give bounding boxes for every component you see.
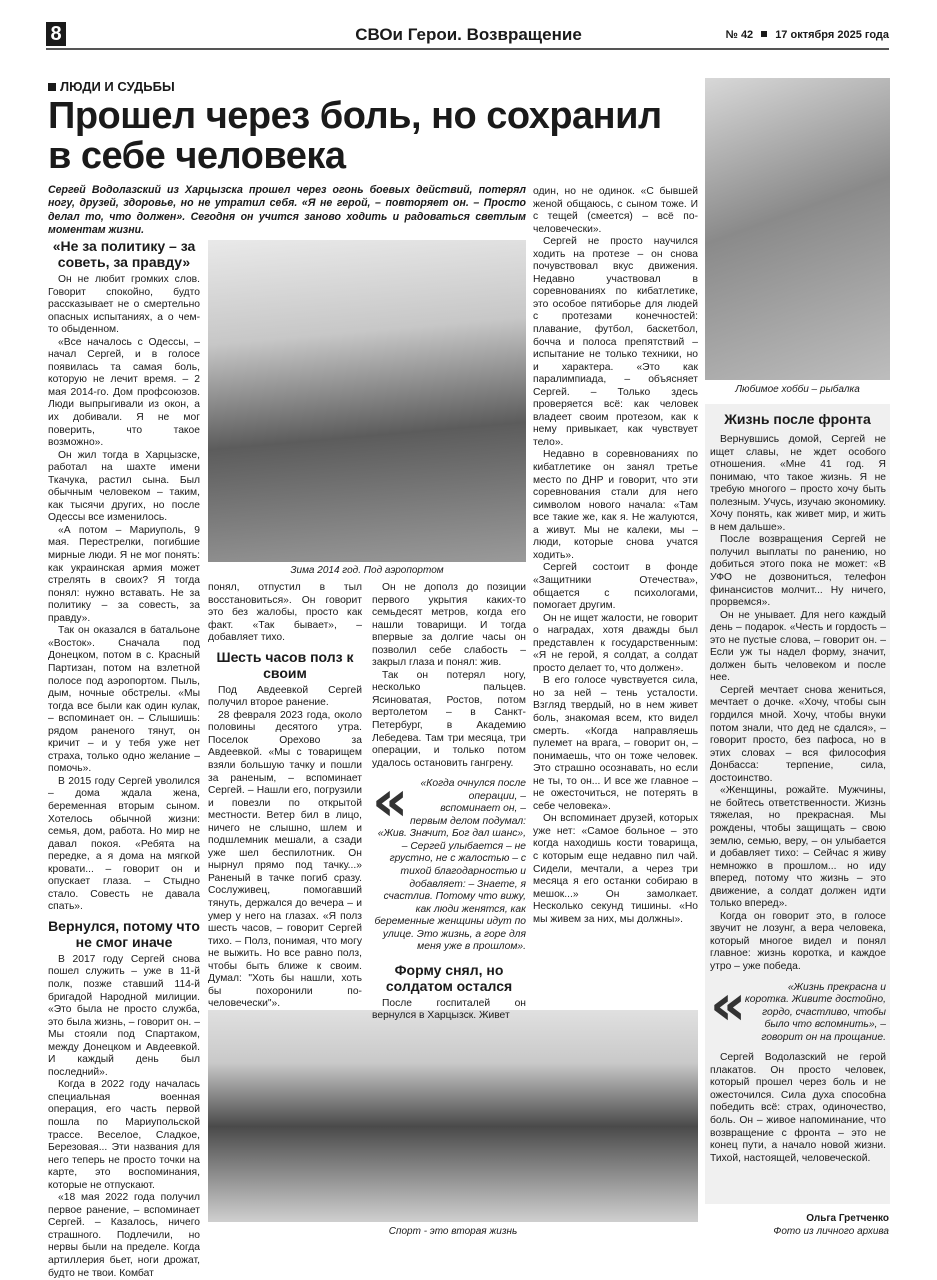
issue-date: 17 октября 2025 года — [775, 29, 889, 41]
subheading: «Не за политику – за советь, за правду» — [52, 238, 196, 270]
paragraph: Он не унывает. Для него каждый день – подарок. «Честь и гордость – это не пустые слова, – говорит он. – Если уж ты надел форму, значит, должен быть человеком и после нее. — [710, 609, 886, 684]
paragraph: Так он оказался в батальоне «Восток». Сначала под Донецком, потом в с. Красный Партизан, потом на взлетной полосе под аэропортом. Пыль, дым, ночные обстрелы. «Мы тогда все были как один кулак, – вспоминает он. – Слышишь: рядом раненого тянут, он кричит – и у тебя уже нет страха, только одно желание – помочь». — [48, 625, 200, 775]
paragraph: В 2015 году Сергей уволился – дома ждала жена, беременная вторым сыном. Хотелось обычной жизни: семья, дом, работа. Но мир не давал покоя. «Ребята на передке, а я дома на мягкой кровати... – говорит он и опускает глаза. – Стыдно стало. Совесть не давала спать». — [48, 775, 200, 913]
paragraph: Так он потерял ногу, несколько пальцев. Ясиноватая, Ростов, потом вертолетом – в Санкт-Петербург, в Академию Лебедева. Там три месяца, три операции, и только потом удалось остановить гангрену. — [372, 669, 526, 769]
rubric-square-icon — [48, 83, 56, 91]
paragraph: Сергей мечтает снова жениться, мечтает о дочке. «Хочу, чтобы сын гордился мной. Хочу, чтобы внуки потом знали, что дед не сдался», – говорит просто, без пафоса, но в этих словах – вся философия Донбасса: терпение, сила, достоинство. — [710, 684, 886, 784]
paragraph: понял, отпустил в тыл восстановиться». Он говорит это без жалобы, просто как факт. «Так бывает», – добавляет тихо. — [208, 582, 362, 644]
headline: Прошел через боль, но сохранил в себе человека — [48, 95, 662, 177]
paragraph: Когда он говорит это, в голосе звучит не лозунг, а вера человека, который многое видел и понял главное: жизнь коротка, и каждое утро – уже победа. — [710, 910, 886, 972]
paragraph: Сергей Водолазский не герой плакатов. Он просто человек, который прошел через боль и не ожесточился. Сила духа способна победить всё: страх, одиночество, боль. Он – живое напоминание, что возвращение с фронта – это не конец пути, а начало новой жизни. Тихой, настоящей, человеческой. — [710, 1052, 886, 1164]
article-column-3 — [372, 582, 526, 1023]
rubric — [48, 79, 175, 94]
subheading: Шесть часов полз к своим — [216, 648, 354, 681]
photo-fishing — [705, 78, 890, 380]
quote-mark-icon: « — [372, 778, 401, 835]
paragraph: Когда в 2022 году началась специальная военная операция, его часть первой пошла по Мариупольской трассе. Веселое, Сладкое, Березовая... Эти названия для него теперь не просто точки на карте, это воспоминания, которые не отпускают. — [48, 1079, 200, 1191]
paragraph: Сергей не просто научился ходить на протезе – он снова почувствовал вкус движения. Недавно участвовал в соревнованиях по кибатлетике, это особое пятиборье для людей с протезами конечностей: плавание, футбол, баскетбол, бочча и полоса препятствий – испытание не только техники, но и характера. «Это как паралимпиада, – объясняет Сергей. – Только здесь проверяется всё: как человек владеет своим протезом, как к нему привыкает, как чувствует тело». — [533, 236, 698, 448]
pull-quote — [372, 778, 526, 954]
issue-info — [726, 27, 889, 43]
photo-caption: Зима 2014 год. Под аэропортом — [290, 565, 444, 576]
paragraph: Он не дополз до позиции первого укрытия каких-то семьдесят метров, когда его нашли товарищи. И тогда впервые за долгие часы он позволил себе слабость – закрыл глаза и понял: жив. — [372, 582, 526, 669]
pull-quote-text: «Жизнь прекрасна и коротка. Живите достойно, гордо, счастливо, чтобы было что вспомнить», – говорит он на прощание. — [744, 981, 886, 1043]
sidebar-box-title: Жизнь после фронта — [724, 411, 871, 427]
photo-soldier-2014 — [208, 240, 526, 562]
paragraph: «18 мая 2022 года получил первое ранение, – вспоминает Сергей. – Казалось, ничего страшного. Подлечили, но нервы были на пределе. Когда артиллерия бьет, ноги дрожат, будто не твои. Комбат — [48, 1192, 200, 1279]
article-column-5 — [710, 434, 886, 1165]
pull-quote-text: «Когда очнулся после операции, – вспоминает он, – первым делом подумал: «Жив. Значит, Бог дал шанс», – Сергей улыбается – не грустно, не с жалостью – с тихой благодарностью и добавляет: – Знаете, я счастлив. Потому что вижу, как люди женятся, как беременные женщины идут по улице. Это жизнь, а горе для меня уже в прошлом». — [374, 778, 526, 953]
photo-sports-team — [208, 1010, 698, 1222]
paragraph: Он не ищет жалости, не говорит о наградах, хотя дважды был представлен к государственным: «Я не герой, я солдат, а солдат просто делает то, что должен». — [533, 612, 698, 674]
separator-square-icon — [761, 31, 767, 37]
subheading: Вернулся, потому что не смог иначе — [48, 917, 200, 950]
paragraph: Вернувшись домой, Сергей не ищет славы, не ждет особого отношения. «Мне 41 год. Я понимаю, что такое жизнь. Я не требую многого – просто хочу быть полезным. Учусь, изучаю экономику. Хочу понять, как живет мир, и жить в нем дальше». — [710, 434, 886, 533]
pull-quote — [710, 982, 886, 1045]
paragraph: один, но не одинок. «С бывшей женой общаюсь, с сыном тоже. И с тещей (смеется) – всё по-человечески». — [533, 186, 698, 235]
article-column-2 — [208, 582, 362, 1011]
paragraph: Сергей состоит в фонде «Защитники Отечества», общается с психологами, помогает другим. — [533, 562, 698, 612]
article-column-4 — [533, 186, 698, 926]
photo-caption: Любимое хобби – рыбалка — [735, 384, 860, 395]
paragraph: «А потом – Мариуполь, 9 мая. Перестрелки, погибшие мирные люди. Я не мог понять: как украинская армия может стрелять в своих? Я тогда понял: нужно вставать. Не за политику – за совесть, за правду». — [48, 524, 200, 624]
paragraph: В его голосе чувствуется сила, но за ней – тень усталости. Взгляд твердый, но в нем живет боль, знакомая всем, кто видел смерть. «Когда направляешь пулемет на врага, – говорит он, – понимаешь, что он тоже человек. Это страшно осознавать, но если не ты, то он... И все же главное – не ожесточиться, не потерять в себе человека». — [533, 675, 698, 812]
issue-number: № 42 — [725, 29, 754, 41]
lead-paragraph: Сергей Водолазский из Харцызска прошел через огонь боевых действий, потерял ногу, друзей, здоровье, но не утратил себя. «Я не герой, – повторяет он. – Просто делал то, что должен». Сегодня он учится заново ходить и радоваться светлым моментам жизни. — [48, 184, 526, 237]
paragraph: Недавно в соревнованиях по кибатлетике он занял третье место по ДНР и говорит, что эти соревнования стали для него символом нового начала: «Там все такие же, как я. Не жалуются, а живут. Мы не калеки, мы – люди, которые снова учатся ходить». — [533, 449, 698, 561]
paragraph: Он не любит громких слов. Говорит спокойно, будто рассказывает не о смертельно опасных испытаниях, а о чем-то обыденном. — [48, 274, 200, 336]
credits — [773, 1212, 889, 1238]
photo-caption: Спорт - это вторая жизнь — [388, 1226, 518, 1237]
quote-mark-icon: « — [710, 981, 739, 1038]
subheading: Форму снял, но солдатом остался — [385, 961, 513, 994]
rubric-label: ЛЮДИ И СУДЬБЫ — [60, 79, 175, 94]
paragraph: После госпиталей он вернулся в Харцызск. Живет — [372, 997, 526, 1022]
section-title: СВОи Герои. Возвращение — [355, 25, 582, 44]
author-name: Ольга Гретченко — [806, 1213, 889, 1224]
paragraph: Он вспоминает друзей, которых уже нет: «Самое больное – это когда находишь кости товарища, с которым еще недавно пил чай. Сидели, мечтали, а через три месяца я его останки собираю в мешок...» Он замолкает. Несколько секунд тишины. «Но мы живем за них, мы должны». — [533, 813, 698, 925]
paragraph: В 2017 году Сергей снова пошел служить – уже в 11-й полк, позже ставший 114-й бригадой Народной милиции. «Это была не просто служба, это была жизнь, – говорит он. – Мы стояли под Спартаком, между Донецком и Авдеевкой. И каждый день был последний». — [48, 953, 200, 1078]
page-number: 8 — [46, 22, 66, 46]
photo-source: Фото из личного архива — [773, 1226, 889, 1237]
article-column-1 — [48, 234, 200, 1280]
paragraph: Под Авдеевкой Сергей получил второе ранение. — [208, 684, 362, 709]
paragraph: «Все началось с Одессы, – начал Сергей, и в голосе появилась та самая боль, которую не лечит время. – 2 мая 2014-го. Дом профсоюзов. Люди выпрыгивали из окон, а их добивали. Я не мог поверить, что такое возможно». — [48, 336, 200, 449]
paragraph: «Женщины, рожайте. Мужчины, не бойтесь ответственности. Жизнь тяжелая, но прекрасная. Мы рождены, чтобы защищать – свою землю, семью, веру, – он улыбается и добавляет тихо: – Сейчас я живу немножко в прошлом... но иду вперед, потому что жизнь – это движение, а солдат должен идти только вперед». — [710, 785, 886, 910]
paragraph: 28 февраля 2023 года, около половины десятого утра. Поселок Орехово за Авдеевкой. «Мы с товарищем взяли большую тачку и пошли за раненым, – вспоминает Сергей. – Нашли его, погрузили и повезли по открытой местности. Ветер бил в лицо, ничего не слышно, шлем и подшлемник мешали, а сзади уже шел беспилотник. Он нырнул прямо под тачку...» Раненый в тачке погиб сразу. Сослуживец, помогавший тянуть, держался до вечера – и умер у него на глазах. «Я полз шесть часов, – говорит Сергей тихо. – Полз, понимая, что могу не выжить. Но все равно полз, чтобы быть ближе к своим. Думал: "Хоть бы нашли, хоть бы похоронили по-человечески"». — [208, 709, 362, 1010]
header-divider — [46, 48, 889, 50]
paragraph: После возвращения Сергей не получил выплаты по ранению, но добиться этого пока не может: «В УФО не дозвониться, телефон финансистов молчит... Ну ничего, прорвемся». — [710, 534, 886, 609]
paragraph: Он жил тогда в Харцызске, работал на шахте имени Ткачука, растил сына. Был обычным человеком – таким, как тысячи других, но после Одессы все изменилось. — [48, 449, 200, 524]
